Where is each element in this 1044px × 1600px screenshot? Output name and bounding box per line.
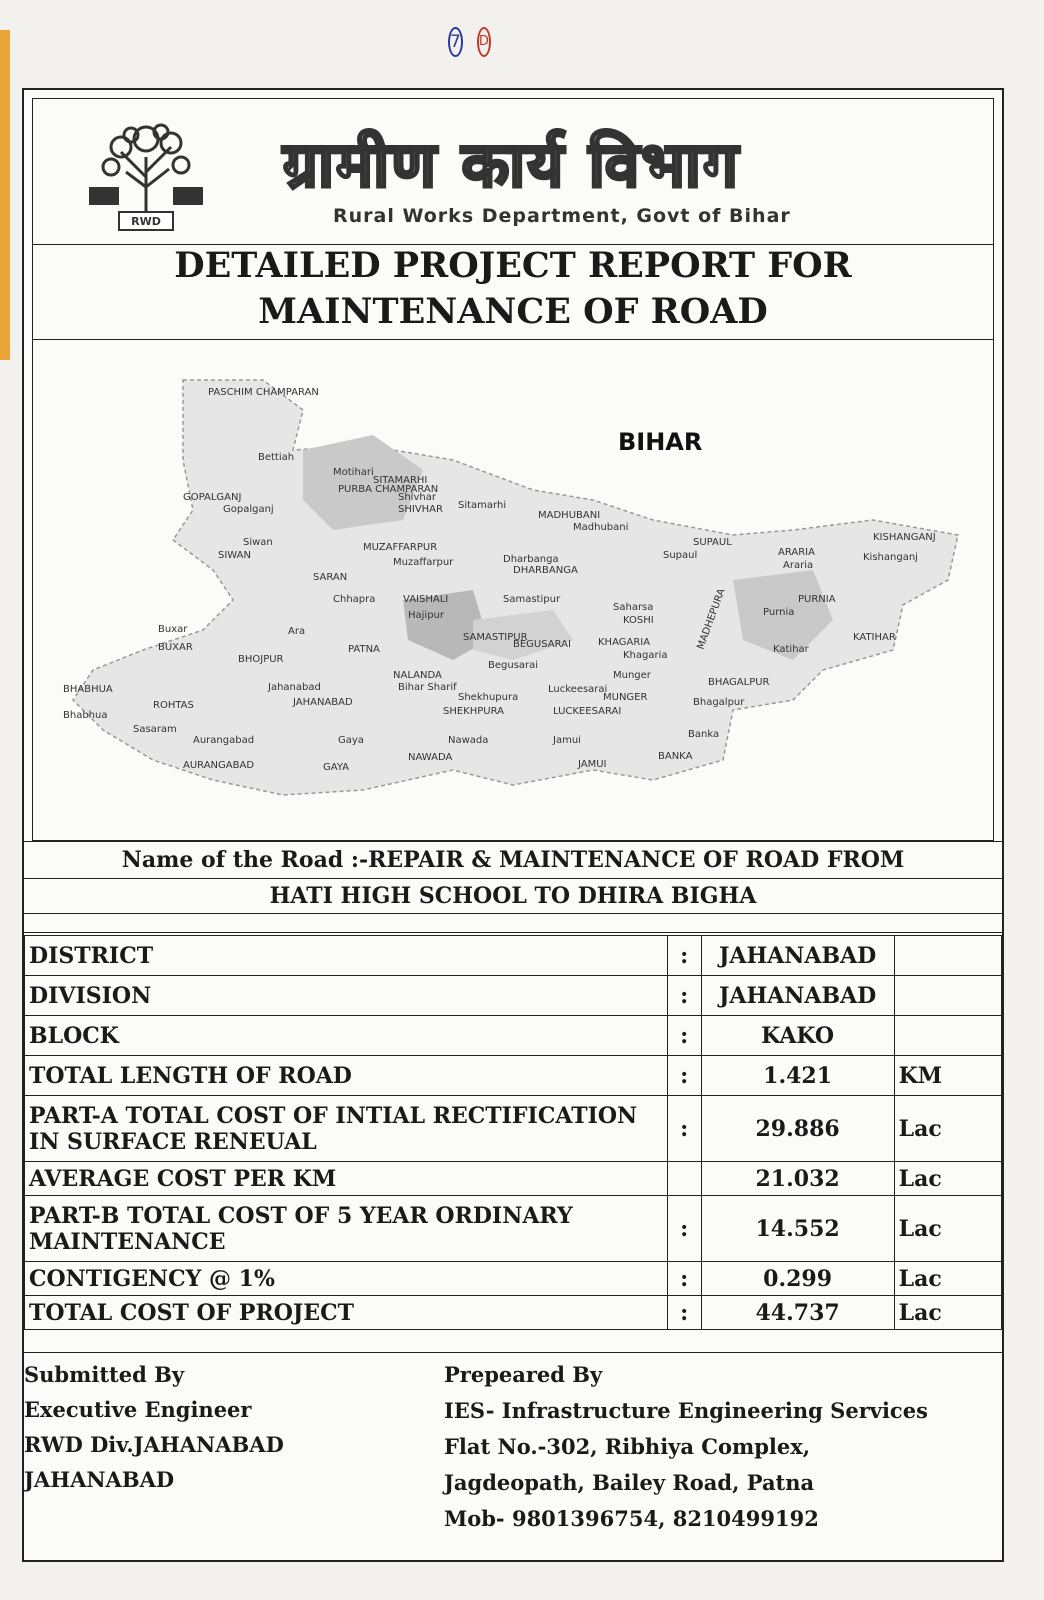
map-place-label: Bihar Sharif <box>398 682 457 693</box>
map-place-label: JAHANABAD <box>293 697 353 708</box>
row-value: JAHANABAD <box>701 936 894 976</box>
map-place-label: Jahanabad <box>268 682 321 693</box>
row-unit <box>894 936 1001 976</box>
map-place-label: Gopalganj <box>223 504 274 515</box>
submitted-by-line: Submitted By <box>24 1362 185 1387</box>
state-outline <box>73 380 958 795</box>
report-title <box>32 243 994 340</box>
map-place-label: Bhagalpur <box>693 697 745 708</box>
row-value: 1.421 <box>701 1056 894 1096</box>
map-place-label: Motihari <box>333 467 374 478</box>
map-place-label: Bhabhua <box>63 710 108 721</box>
row-value: KAKO <box>701 1016 894 1056</box>
road-name-line1: Name of the Road :-REPAIR & MAINTENANCE OF ROAD FROM <box>24 841 1002 879</box>
map-place-label: MUZAFFARPUR <box>363 542 438 553</box>
row-unit: Lac <box>894 1196 1001 1262</box>
row-colon: : <box>667 976 701 1016</box>
submitted-by-line: Executive Engineer <box>24 1397 252 1422</box>
map-place-label: Sasaram <box>133 724 177 735</box>
map-place-label: Munger <box>613 670 651 681</box>
table-row <box>25 1262 1002 1296</box>
row-unit: Lac <box>894 1162 1001 1196</box>
row-colon: : <box>667 1016 701 1056</box>
map-place-label: Shivhar <box>398 492 436 503</box>
row-unit: KM <box>894 1056 1001 1096</box>
table-row <box>25 976 1002 1016</box>
row-unit <box>894 1016 1001 1056</box>
footer <box>24 1352 1002 1559</box>
submitted-by-line: JAHANABAD <box>24 1467 175 1492</box>
row-label: BLOCK <box>25 1016 668 1056</box>
map-place-label: ARARIA <box>778 547 815 558</box>
row-label: AVERAGE COST PER KM <box>25 1162 668 1196</box>
map-place-label: Shekhupura <box>458 692 519 703</box>
report-cover <box>22 88 1004 1562</box>
row-label: TOTAL LENGTH OF ROAD <box>25 1056 668 1096</box>
row-colon: : <box>667 936 701 976</box>
map-place-label: SHIVHAR <box>398 504 443 515</box>
page-sub-mark: D <box>477 27 491 57</box>
row-value: 14.552 <box>701 1196 894 1262</box>
map-place-label: SITAMARHI <box>373 475 428 486</box>
map-place-label: BANKA <box>658 751 693 762</box>
map-place-label: Madhubani <box>573 522 629 533</box>
map-place-label: DHARBANGA <box>513 565 578 576</box>
row-unit: Lac <box>894 1296 1001 1330</box>
row-colon: : <box>667 1262 701 1296</box>
prepared-by-line: Flat No.-302, Ribhiya Complex, <box>444 1434 811 1459</box>
map-place-label: SAMASTIPUR <box>463 632 528 643</box>
road-name-line2: HATI HIGH SCHOOL TO DHIRA BIGHA <box>24 879 1002 914</box>
table-row <box>25 936 1002 976</box>
map-place-label: ROHTAS <box>153 700 194 711</box>
map-place-label: KHAGARIA <box>598 637 651 648</box>
report-title-line1: DETAILED PROJECT REPORT FOR <box>174 245 852 286</box>
map-place-label: BHAGALPUR <box>708 677 770 688</box>
map-place-label: MADHUBANI <box>538 510 601 521</box>
row-unit: Lac <box>894 1262 1001 1296</box>
table-row <box>25 1056 1002 1096</box>
logo-text: RWD <box>131 215 161 228</box>
row-unit <box>894 976 1001 1016</box>
map-place-label: GOPALGANJ <box>183 492 242 503</box>
row-label: DIVISION <box>25 976 668 1016</box>
row-colon: : <box>667 1296 701 1330</box>
map-place-label: AURANGABAD <box>183 760 255 771</box>
map-place-label: Araria <box>783 560 814 571</box>
map-place-label: BEGUSARAI <box>513 639 571 650</box>
map-place-label: Begusarai <box>488 660 539 671</box>
row-value: 44.737 <box>701 1296 894 1330</box>
map-place-label: PURNIA <box>798 594 836 605</box>
map-title: BIHAR <box>618 428 703 456</box>
map-place-label: Bettiah <box>258 452 295 463</box>
map-place-label: Gaya <box>338 735 364 746</box>
table-row <box>25 1162 1002 1196</box>
map-place-label: Hajipur <box>408 610 445 621</box>
row-label: TOTAL COST OF PROJECT <box>25 1296 668 1330</box>
report-title-line2: MAINTENANCE OF ROAD <box>258 291 768 332</box>
map-place-label: NALANDA <box>393 670 442 681</box>
prepared-by-line: Mob- 9801396754, 8210499192 <box>444 1506 819 1531</box>
map-place-label: Buxar <box>158 624 188 635</box>
map-place-label: Katihar <box>773 644 809 655</box>
row-value: 0.299 <box>701 1262 894 1296</box>
prepared-by-line: IES- Infrastructure Engineering Services <box>444 1398 928 1423</box>
map-place-label: Sitamarhi <box>458 500 507 511</box>
row-colon: : <box>667 1056 701 1096</box>
row-value: 29.886 <box>701 1096 894 1162</box>
spacer-row <box>24 914 1002 933</box>
page-marks <box>448 22 488 62</box>
map-place-label: Jamui <box>553 735 581 746</box>
submitted-by-block <box>24 1357 284 1497</box>
page-edge <box>0 30 10 360</box>
map-place-label: Dharbanga <box>503 554 559 565</box>
row-value: JAHANABAD <box>701 976 894 1016</box>
map-place-label: Chhapra <box>333 594 376 605</box>
row-colon: : <box>667 1096 701 1162</box>
map-place-label: SARAN <box>313 572 348 583</box>
map-place-label: MADHEPURA <box>695 587 728 652</box>
map-place-label: Siwan <box>243 537 273 548</box>
map-place-label: Luckeesarai <box>548 684 608 695</box>
map-place-label: MUNGER <box>603 692 648 703</box>
map-place-label: Ara <box>288 626 306 637</box>
map-place-label: Purnia <box>763 607 795 618</box>
row-label: CONTIGENCY @ 1% <box>25 1262 668 1296</box>
map-place-label: Muzaffarpur <box>393 557 454 568</box>
road-name-section <box>24 841 1002 933</box>
map-place-label: Samastipur <box>503 594 561 605</box>
map-place-label: JAMUI <box>578 759 607 770</box>
row-label: DISTRICT <box>25 936 668 976</box>
map-place-label: Khagaria <box>623 650 668 661</box>
row-unit: Lac <box>894 1096 1001 1162</box>
map-place-label: SIWAN <box>218 550 251 561</box>
row-value: 21.032 <box>701 1162 894 1196</box>
prepared-by-line: Prepeared By <box>444 1362 603 1387</box>
map-place-label: Nawada <box>448 735 489 746</box>
map-place-label: KATIHAR <box>853 632 896 643</box>
map-place-label: PASCHIM CHAMPARAN <box>208 387 319 398</box>
map-place-label: SUPAUL <box>693 537 732 548</box>
map-place-label: KISHANGANJ <box>873 532 936 543</box>
row-label: PART-A TOTAL COST OF INTIAL RECTIFICATION IN SURFACE RENEUAL <box>25 1096 668 1162</box>
page-number: 7 <box>448 27 463 57</box>
map-place-label: Saharsa <box>613 602 654 613</box>
map-place-label: Supaul <box>663 550 698 561</box>
bihar-map <box>32 340 994 841</box>
map-place-label: NAWADA <box>408 752 453 763</box>
prepared-by-line: Jagdeopath, Bailey Road, Patna <box>444 1470 815 1495</box>
table-row <box>25 1196 1002 1262</box>
map-place-label: LUCKEESARAI <box>553 706 622 717</box>
submitted-by-line: RWD Div.JAHANABAD <box>24 1432 284 1457</box>
header <box>32 98 994 245</box>
map-place-label: Kishanganj <box>863 552 918 563</box>
bihar-map-svg <box>33 340 993 840</box>
table-row <box>25 1016 1002 1056</box>
map-place-label: BHABHUA <box>63 684 113 695</box>
map-place-label: KOSHI <box>623 615 654 626</box>
map-place-label: Banka <box>688 729 720 740</box>
map-place-label: VAISHALI <box>403 594 449 605</box>
table-row <box>25 1296 1002 1330</box>
row-label: PART-B TOTAL COST OF 5 YEAR ORDINARY MAINTENANCE <box>25 1196 668 1262</box>
row-colon <box>667 1162 701 1196</box>
map-place-label: BUXAR <box>158 642 193 653</box>
table-row <box>25 1096 1002 1162</box>
rwd-logo-icon <box>81 117 211 232</box>
map-place-label: GAYA <box>323 762 349 773</box>
prepared-by-block <box>444 1357 928 1537</box>
map-place-label: PURBA CHAMPARAN <box>338 484 439 495</box>
row-colon: : <box>667 1196 701 1262</box>
map-place-label: SHEKHPURA <box>443 706 504 717</box>
map-place-label: PATNA <box>348 644 380 655</box>
project-details-table <box>24 935 1002 1330</box>
hindi-title: ग्रामीण कार्य विभाग <box>283 128 740 201</box>
map-place-label: Aurangabad <box>193 735 255 746</box>
map-place-label: BHOJPUR <box>238 654 284 665</box>
department-subtitle: Rural Works Department, Govt of Bihar <box>333 205 791 227</box>
